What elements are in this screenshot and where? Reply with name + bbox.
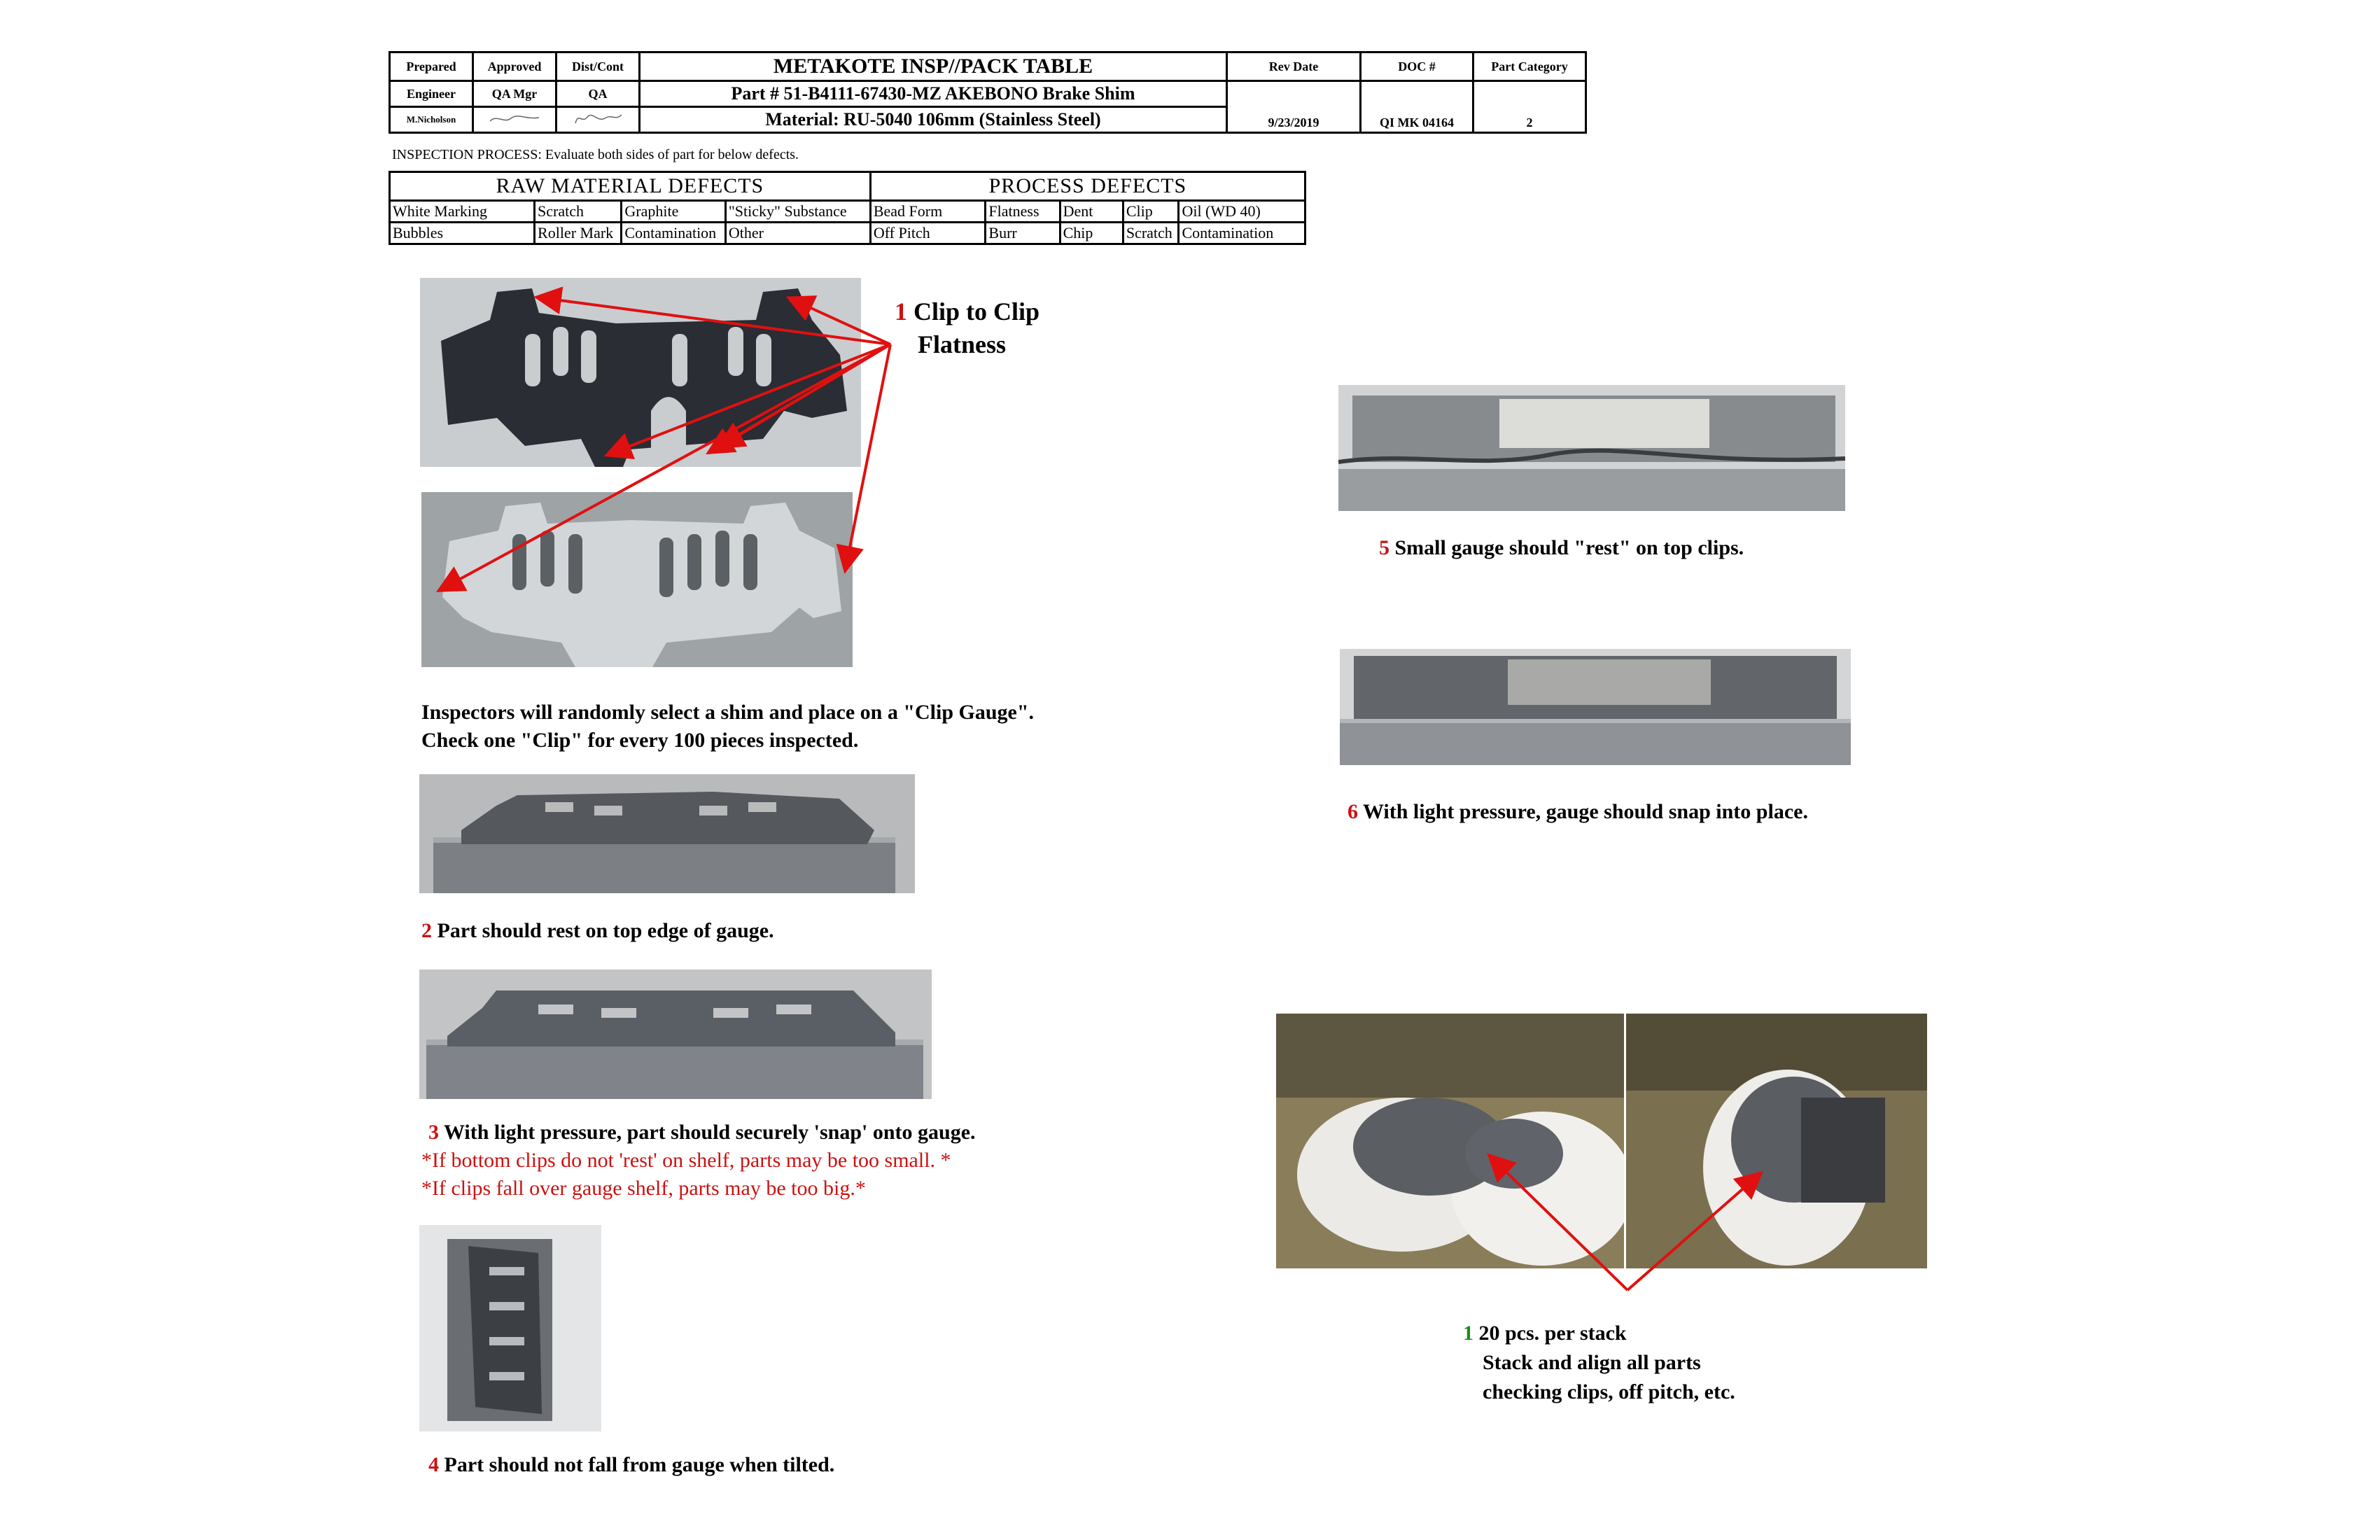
defect-cell: Dent — [1060, 201, 1123, 223]
approved-label: Approved — [473, 52, 556, 81]
step-6-caption — [1348, 798, 1808, 826]
step-number: 6 — [1348, 800, 1358, 823]
step-6-text: With light pressure, gauge should snap into place. — [1362, 800, 1808, 823]
gauge-snapped-photo — [1340, 649, 1851, 765]
clip-flatness-arrows — [420, 278, 910, 600]
defect-cell: "Sticky" Substance — [725, 201, 870, 223]
doc-number-value: QI MK 04164 — [1361, 81, 1474, 133]
document-title: METAKOTE INSP//PACK TABLE — [640, 52, 1227, 81]
signature-scribble-icon — [486, 111, 542, 125]
step-4-text: Part should not fall from gauge when tilted. — [444, 1453, 835, 1476]
dist-signature — [556, 107, 640, 133]
intro-line-2: Check one "Clip" for every 100 pieces inspected. — [421, 729, 859, 752]
gauge-tilted-photo — [419, 1225, 601, 1432]
prepared-label: Prepared — [390, 52, 473, 81]
step-number: 5 — [1379, 536, 1390, 559]
defect-cell: Burr — [986, 223, 1060, 244]
defect-cell: Contamination — [1179, 223, 1306, 244]
step-3-warning-1: *If bottom clips do not 'rest' on shelf, parts may be too small. * — [421, 1149, 951, 1172]
defect-cell: Oil (WD 40) — [1179, 201, 1306, 223]
step-5-caption — [1379, 534, 1744, 562]
stacking-arrows — [1276, 1014, 1927, 1294]
defect-cell: Bubbles — [390, 223, 535, 244]
step-number: 4 — [428, 1453, 439, 1476]
small-gauge-resting-photo — [1338, 385, 1845, 511]
step-3-warning-2: *If clips fall over gauge shelf, parts may be too big.* — [421, 1177, 866, 1200]
step-number: 1 — [895, 298, 907, 326]
step-3-text: With light pressure, part should securely 'snap' onto gauge. — [443, 1121, 976, 1144]
prepared-by-name: M.Nicholson — [390, 107, 473, 133]
step-number: 3 — [428, 1121, 439, 1144]
defects-table — [388, 171, 1306, 245]
rev-date-label: Rev Date — [1227, 52, 1361, 81]
raw-material-defects-header: RAW MATERIAL DEFECTS — [390, 172, 871, 201]
defect-cell: Off Pitch — [870, 223, 986, 244]
defect-cell: White Marking — [390, 201, 535, 223]
stack-line-3: checking clips, off pitch, etc. — [1483, 1380, 1735, 1404]
step-2-text: Part should rest on top edge of gauge. — [437, 919, 774, 942]
defect-cell: Chip — [1060, 223, 1123, 244]
header-table — [388, 51, 1587, 134]
doc-label: DOC # — [1361, 52, 1474, 81]
stack-line-1: 20 pcs. per stack — [1478, 1322, 1627, 1345]
step-1-line-1: Clip to Clip — [913, 298, 1040, 326]
defect-cell: Contamination — [622, 223, 725, 244]
signature-scribble-icon — [570, 111, 626, 126]
defect-cell: Bead Form — [870, 201, 986, 223]
material: Material: RU-5040 106mm (Stainless Steel) — [640, 107, 1227, 133]
step-number: 2 — [421, 919, 432, 942]
stack-caption-line-1 — [1463, 1320, 1627, 1348]
defect-cell: Flatness — [986, 201, 1060, 223]
part-category-label: Part Category — [1474, 52, 1586, 81]
defect-cell: Clip — [1123, 201, 1179, 223]
step-5-text: Small gauge should "rest" on top clips. — [1394, 536, 1744, 559]
qa-label: QA — [556, 81, 640, 107]
rev-date-value: 9/23/2019 — [1227, 81, 1361, 133]
defect-cell: Other — [725, 223, 870, 244]
step-number: 1 — [1463, 1322, 1474, 1345]
intro-line-1: Inspectors will randomly select a shim and place on a "Clip Gauge". — [421, 701, 1035, 724]
part-category-value: 2 — [1474, 81, 1586, 133]
qa-mgr-label: QA Mgr — [473, 81, 556, 107]
stack-line-2: Stack and align all parts — [1483, 1351, 1701, 1374]
step-3-caption — [428, 1119, 976, 1147]
defect-cell: Graphite — [622, 201, 725, 223]
step-2-caption — [421, 917, 774, 945]
process-defects-header: PROCESS DEFECTS — [870, 172, 1305, 201]
step-1-line-2: Flatness — [918, 330, 1006, 358]
part-number: Part # 51-B4111-67430-MZ AKEBONO Brake Shim — [640, 81, 1227, 107]
shim-snapped-photo — [419, 969, 932, 1099]
defect-cell: Scratch — [1123, 223, 1179, 244]
approved-signature — [473, 107, 556, 133]
step-4-caption — [428, 1451, 834, 1479]
step-1-caption — [895, 295, 1040, 328]
dist-label: Dist/Cont — [556, 52, 640, 81]
defect-cell: Scratch — [535, 201, 622, 223]
shim-on-gauge-photo — [419, 774, 915, 893]
engineer-label: Engineer — [390, 81, 473, 107]
defect-cell: Roller Mark — [535, 223, 622, 244]
inspection-process-note: INSPECTION PROCESS: Evaluate both sides of part for below defects. — [392, 147, 799, 162]
